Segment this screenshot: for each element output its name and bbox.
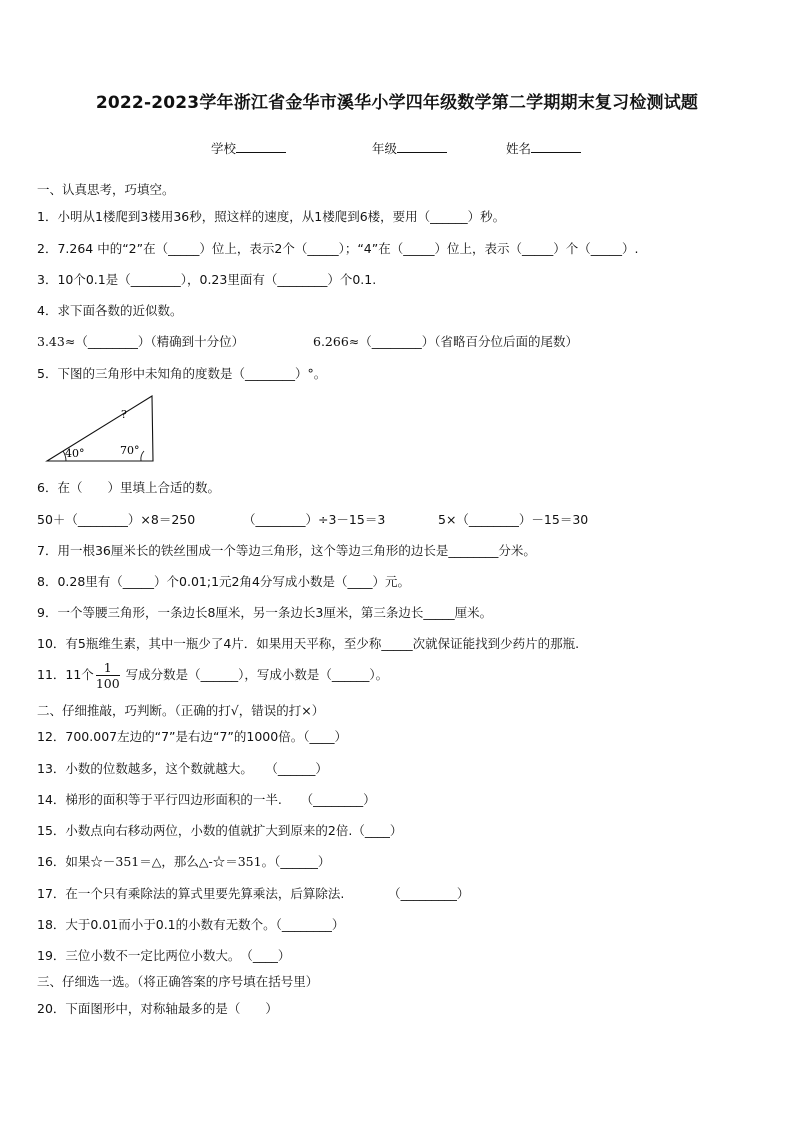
angle-40-label: 40° — [65, 447, 85, 460]
angle-70-label: 70° — [120, 444, 140, 457]
question-8: 8．0.28里有（_____）个0.01;1元2角4分写成小数是（____）元。 — [37, 574, 410, 589]
q4a-answer: （________）（精确到十分位） — [75, 334, 245, 349]
section-1-heading: 一、认真思考，巧填空。 — [37, 182, 175, 197]
name-label: 姓名 — [506, 141, 532, 156]
name-field — [506, 139, 581, 157]
question-16 — [37, 852, 330, 870]
triangle-figure — [44, 392, 156, 464]
q16-expression: ☆－351＝△，那么△-☆＝351。 — [90, 854, 275, 869]
question-17: 17．在一个只有乘除法的算式里要先算乘法，后算除法. （_________） — [37, 886, 470, 901]
school-blank[interactable] — [236, 140, 286, 153]
question-4b — [313, 332, 578, 350]
page-title: 2022-2023学年浙江省金华市溪华小学四年级数学第二学期期末复习检测试题 — [95, 93, 699, 113]
school-label: 学校 — [211, 141, 237, 156]
q16-suffix: （______） — [274, 854, 331, 869]
q16-prefix: 16．如果 — [37, 854, 91, 869]
name-blank[interactable] — [531, 140, 581, 153]
question-6c: 5×（________）－15＝30 — [438, 512, 589, 527]
question-18: 18．大于0.01而小于0.1的小数有无数个。（________） — [37, 917, 345, 932]
question-6: 6．在（ ）里填上合适的数。 — [37, 480, 220, 495]
question-14: 14．梯形的面积等于平行四边形面积的一半. （________） — [37, 792, 376, 807]
question-6b: （________）÷3－15＝3 — [243, 512, 386, 527]
question-6a: 50＋（________）×8＝250 — [37, 512, 196, 527]
fraction-one-hundredth — [96, 660, 120, 691]
question-19: 19．三位小数不一定比两位小数大。 （____） — [37, 948, 291, 963]
question-3: 3．10个0.1是（________），0.23里面有（________）个0.1. — [37, 272, 377, 287]
question-15: 15．小数点向右移动两位，小数的值就扩大到原来的2倍.（____） — [37, 823, 403, 838]
section-2-heading: 二、仔细推敲，巧判断。（正确的打√，错误的打×） — [37, 703, 325, 718]
angle-arc-right — [141, 451, 144, 461]
grade-blank[interactable] — [397, 140, 447, 153]
unknown-angle-label: ? — [121, 408, 127, 421]
question-10: 10．有5瓶维生素，其中一瓶少了4片．如果用天平称，至少称_____次就保证能找到少药片的那瓶. — [37, 636, 580, 651]
q11-prefix: 11．11个 — [37, 667, 94, 682]
question-20: 20．下面图形中，对称轴最多的是（ ） — [37, 1001, 278, 1016]
question-12: 12．700.007左边的“7”是右边“7”的1000倍。（____） — [37, 729, 347, 744]
question-4a — [37, 332, 244, 350]
section-3-heading: 三、仔细选一选。（将正确答案的序号填在括号里） — [37, 974, 319, 989]
grade-label: 年级 — [372, 141, 398, 156]
q4b-expression: 6.266≈ — [313, 334, 360, 349]
fraction-denominator: 100 — [95, 676, 120, 691]
grade-field — [372, 139, 447, 157]
question-11 — [37, 660, 388, 691]
q4b-answer: （________）（省略百分位后面的尾数） — [359, 334, 579, 349]
q4a-expression: 3.43≈ — [37, 334, 76, 349]
fraction-numerator: 1 — [96, 660, 120, 676]
q11-suffix: 写成分数是（______），写成小数是（______）。 — [125, 667, 389, 682]
question-5: 5．下图的三角形中未知角的度数是（________）°。 — [37, 366, 327, 381]
question-4: 4．求下面各数的近似数。 — [37, 303, 183, 318]
question-7: 7．用一根36厘米长的铁丝围成一个等边三角形，这个等边三角形的边长是________分米。 — [37, 543, 536, 558]
question-1: 1．小明从1楼爬到3楼用36秒，照这样的速度，从1楼爬到6楼，要用（______）秒。 — [37, 209, 506, 224]
question-13: 13．小数的位数越多，这个数就越大。 （______） — [37, 761, 328, 776]
question-2: 2．7.264 中的“2”在（_____）位上，表示2个（_____）；“4”在（_____）位上，表示（_____）个（_____）. — [37, 241, 639, 256]
question-9: 9．一个等腰三角形，一条边长8厘米，另一条边长3厘米，第三条边长_____厘米。 — [37, 605, 493, 620]
school-field — [211, 139, 286, 157]
